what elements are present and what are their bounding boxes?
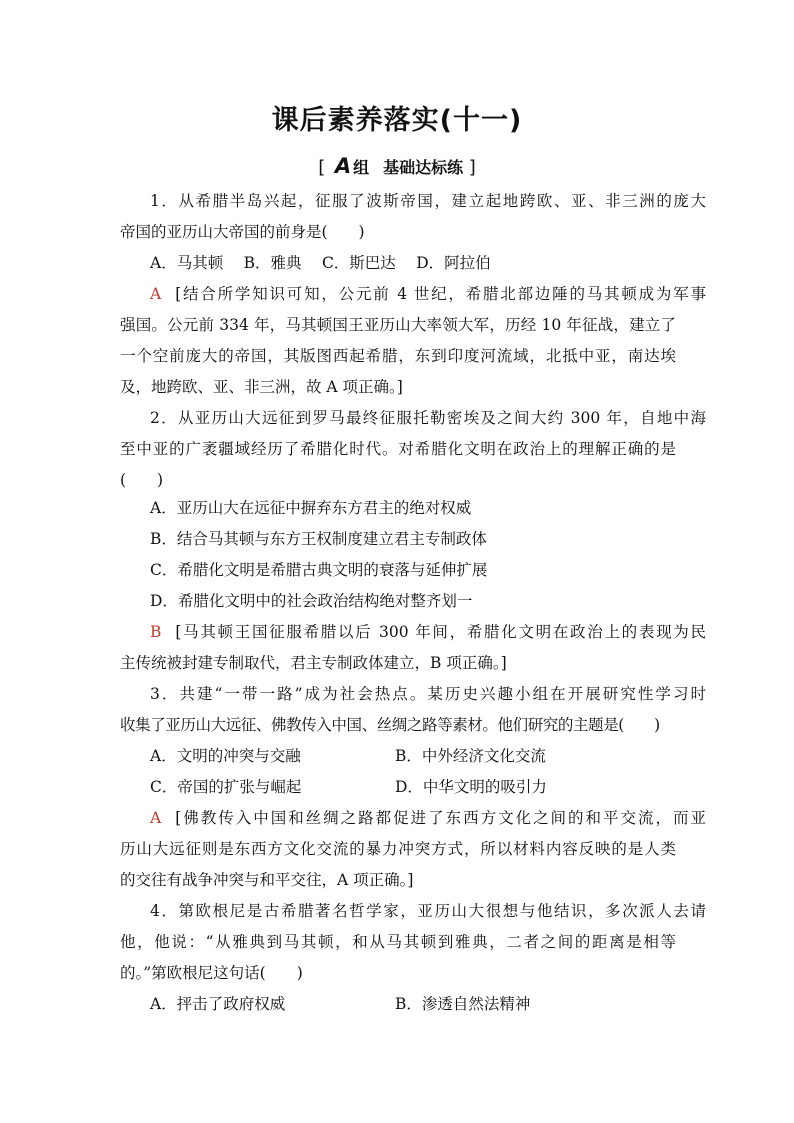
q3-explanation xyxy=(150,808,706,828)
q3-stem-line: 收集了亚历山大远征、佛教传入中国、丝绸之路等素材。他们研究的主题是( ) xyxy=(120,716,660,734)
q4-stem-line: 他，他说：“从雅典到马其顿，和从马其顿到雅典，二者之间的距离是相等 xyxy=(120,933,676,951)
q4-stem-line: 的。”第欧根尼这句话( ) xyxy=(120,964,303,982)
q1-explanation-line: 及，地跨欧、亚、非三洲，故 A 项正确。] xyxy=(120,378,403,396)
q2-option-d: D．希腊化文明中的社会政治结构绝对整齐划一 xyxy=(150,592,473,610)
q4-option-b: B．渗透自然法精神 xyxy=(395,995,531,1013)
q1-explanation xyxy=(150,284,706,304)
section-name: 基础达标练 xyxy=(383,158,464,177)
q2-explanation-line: [马其顿王国征服希腊以后 300 年间，希腊化文明在政治上的表现为民 xyxy=(175,623,706,641)
section-group: 组 xyxy=(353,158,370,177)
q1-options: A．马其顿 B．雅典 C．斯巴达 D．阿拉伯 xyxy=(150,254,491,272)
q3-explanation-line: [佛教传入中国和丝绸之路都促进了东西方文化之间的和平交流，而亚 xyxy=(175,809,706,827)
q2-option-a: A．亚历山大在远征中摒弃东方君主的绝对权威 xyxy=(150,499,472,517)
q1-stem-line: 帝国的亚历山大帝国的前身是( ) xyxy=(120,223,365,241)
q1-explanation-line: [结合所学知识可知，公元前 4 世纪，希腊北部边陲的马其顿成为军事 xyxy=(175,285,706,303)
q2-stem-line: 2．从亚历山大远征到罗马最终征服托勒密埃及之间大约 300 年，自地中海 xyxy=(150,409,706,427)
q2-explanation xyxy=(150,622,706,642)
q2-option-b: B．结合马其顿与东方王权制度建立君主专制政体 xyxy=(150,530,487,548)
q3-explanation-line: 的交往有战争冲突与和平交往，A 项正确。] xyxy=(120,871,414,889)
q1-stem-line: 1．从希腊半岛兴起，征服了波斯帝国，建立起地跨欧、亚、非三洲的庞大 xyxy=(150,192,706,210)
q3-option-b: B．中外经济文化交流 xyxy=(395,747,546,765)
q2-explanation-line: 主传统被封建专制取代，君主专制政体建立，B 项正确。] xyxy=(120,654,507,672)
q2-stem-line: 至中亚的广袤疆域经历了希腊化时代。对希腊化文明在政治上的理解正确的是 xyxy=(120,440,676,458)
section-letter: A xyxy=(334,154,352,178)
q3-explanation-line: 历山大远征则是东西方文化交流的暴力冲突方式，所以材料内容反映的是人类 xyxy=(120,840,676,858)
q2-stem-line: ( ) xyxy=(120,471,164,489)
section-bracket-close: ] xyxy=(468,157,476,178)
q3-options-row xyxy=(150,777,706,797)
q3-option-a: A．文明的冲突与交融 xyxy=(150,747,301,765)
q1-answer: A xyxy=(150,285,162,303)
q3-stem-line: 3．共建“一带一路”成为社会热点。某历史兴趣小组在开展研究性学习时 xyxy=(150,685,706,703)
q3-option-d: D．中华文明的吸引力 xyxy=(395,778,547,796)
q1-explanation-line: 一个空前庞大的帝国，其版图西起希腊，东到印度河流域，北抵中亚，南达埃 xyxy=(120,347,676,365)
q1-explanation-line: 强国。公元前 334 年，马其顿国王亚历山大率领大军，历经 10 年征战，建立了 xyxy=(120,316,676,334)
page-title: 课后素养落实(十一) xyxy=(271,105,523,136)
q2-option-c: C．希腊化文明是希腊古典文明的衰落与延伸扩展 xyxy=(150,561,488,579)
q3-option-c: C．帝国的扩张与崛起 xyxy=(150,778,302,796)
q4-option-a: A．抨击了政府权威 xyxy=(150,995,286,1013)
q4-stem-line: 4．第欧根尼是古希腊著名哲学家，亚历山大很想与他结识，多次派人去请 xyxy=(150,902,706,920)
section-heading xyxy=(0,154,794,178)
q3-options-row xyxy=(150,746,706,766)
q4-options-row xyxy=(150,994,706,1014)
q2-answer: B xyxy=(150,623,162,641)
section-bracket-open: [ xyxy=(318,157,326,178)
q3-answer: A xyxy=(150,809,162,827)
